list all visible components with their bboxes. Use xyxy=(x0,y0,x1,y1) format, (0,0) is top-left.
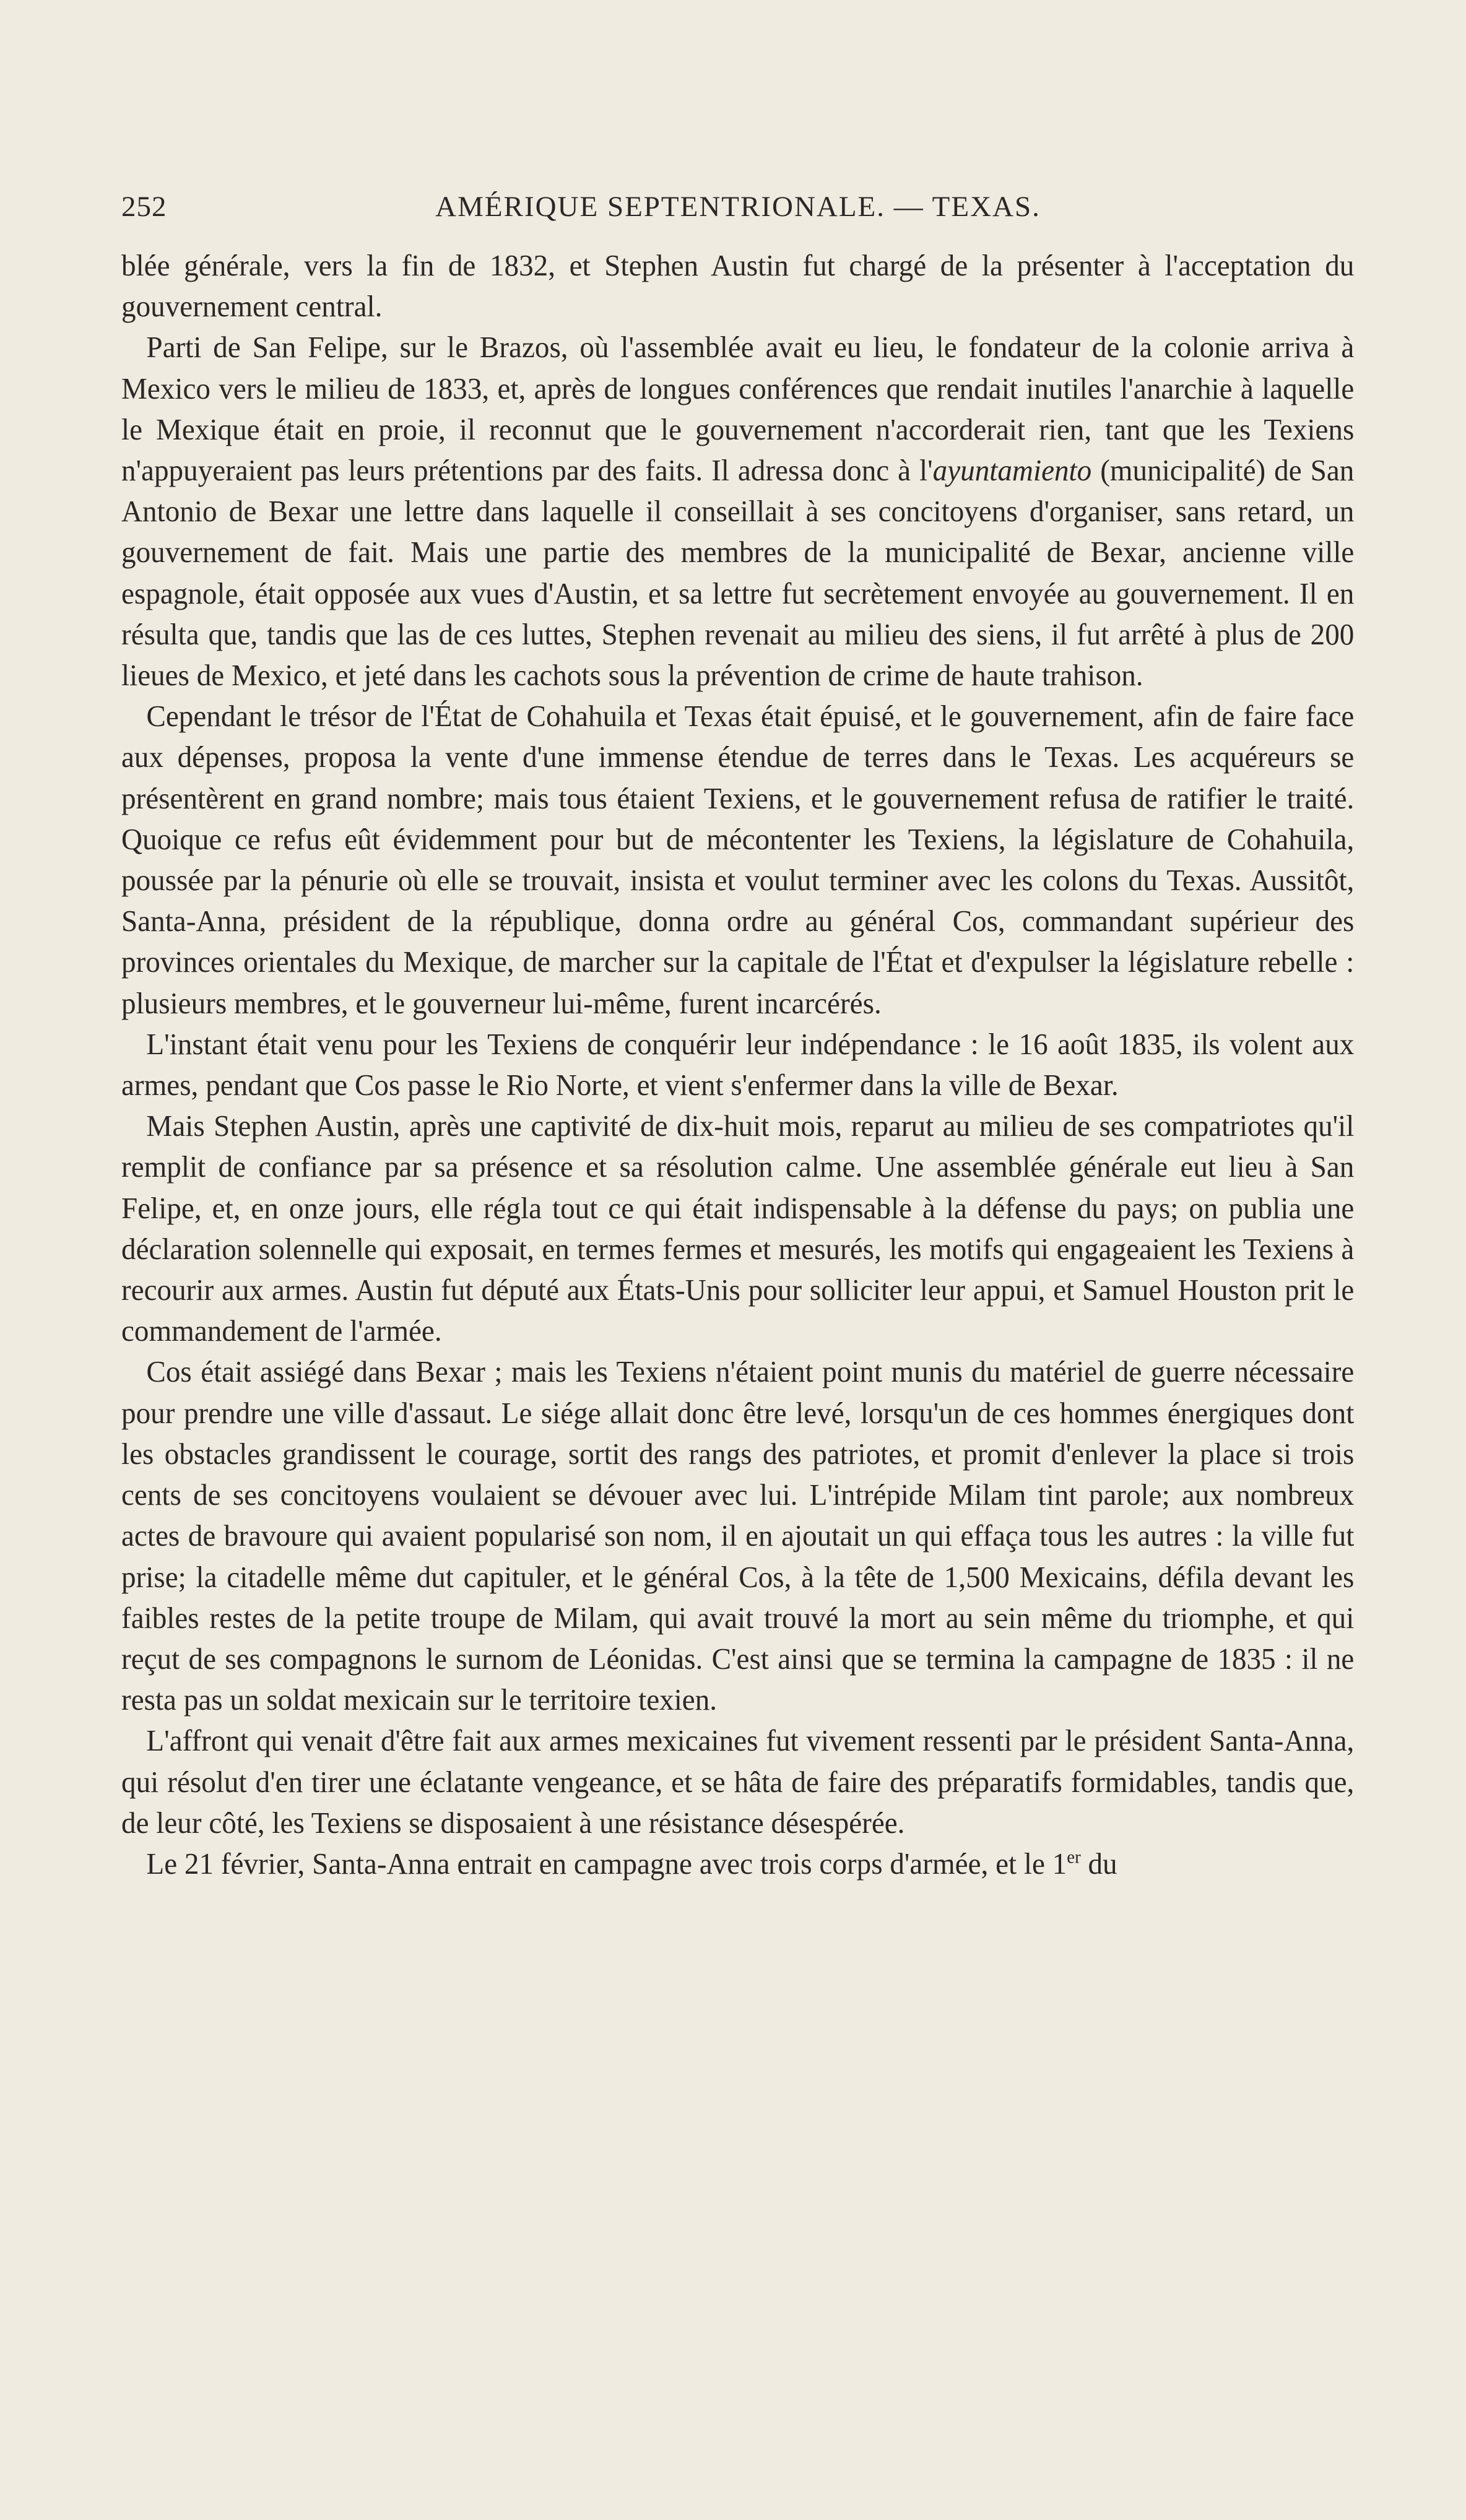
paragraph-continuation xyxy=(121,245,1354,327)
italic-term-ayuntamiento: ayuntamiento xyxy=(932,453,1092,488)
paragraph-austin-return xyxy=(121,1106,1354,1351)
paragraph-campaign-start xyxy=(121,1843,1354,1884)
paragraph-siege-bexar xyxy=(121,1351,1354,1720)
paragraph-text: (municipalité) de San Antonio de Bexar une lettre dans laquelle il conseillait à ses concitoyens d'organiser, sans retard, un gouvernement de fait. Mais une partie des membres de la municipalité de Bexar, ancienne ville espagnole, était opposée aux vues d'Austin, et sa lettre fut secrètement envoyée au gouvernement. Il en résulta que, tandis que las de ces luttes, Stephen revenait au milieu des siens, il fut arrêté à plus de 200 lieues de Mexico, et jeté dans les cachots sous la prévention de crime de haute trahison. xyxy=(121,453,1355,693)
paragraph-text: Parti de San Felipe, sur le Brazos, où l'assemblée avait eu lieu, le fondateur de la colonie arriva à Mexico vers le milieu de 1833, et, après de longues conférences que rendait inutiles l'anarchie à laquelle le Mexique était en proie, il reconnut que le gouvernement n'accorderait rien, tant que les Texiens n'appuyeraient pas leurs prétentions par des faits. Il adressa donc à l' xyxy=(121,330,1355,488)
paragraph-text: du xyxy=(1080,1846,1117,1881)
paragraph-text: Mais Stephen Austin, après une captivité de dix-huit mois, reparut au milieu de ses compatriotes qu'il remplit de confiance par sa présence et sa résolution calme. Une assemblée générale eut lieu à San Felipe, et, en onze jours, elle régla tout ce qui était indispensable à la défense du pays; on publia une déclaration solennelle qui exposait, en termes fermes et mesurés, les motifs qui engageaient les Texiens à recourir aux armes. Austin fut député aux États-Unis pour solliciter leur appui, et Samuel Houston prit le commandement de l'armée. xyxy=(121,1109,1355,1348)
paragraph-mexico-visit xyxy=(121,327,1354,696)
running-head xyxy=(121,184,1355,229)
paragraph-text: Cependant le trésor de l'État de Cohahuila et Texas était épuisé, et le gouvernement, afin de faire face aux dépenses, proposa la vente d'une immense étendue de terres dans le Texas. Les acquéreurs se présentèrent en grand nombre; mais tous étaient Texiens, et le gouvernement refusa de ratifier le traité. Quoique ce refus eût évidemment pour but de mécontenter les Texiens, la législature de Cohahuila, poussée par la pénurie où elle se trouvait, insista et voulut terminer avec les colons du Texas. Aussitôt, Santa-Anna, président de la république, donna ordre au général Cos, commandant supérieur des provinces orientales du Mexique, de marcher sur la capitale de l'État et d'expulser la législature rebelle : plusieurs membres, et le gouverneur lui-même, furent incarcérés. xyxy=(121,699,1355,1020)
paragraph-santa-anna-revenge xyxy=(121,1720,1354,1843)
paragraph-treasury xyxy=(121,696,1354,1024)
paragraph-text: L'affront qui venait d'être fait aux armes mexicaines fut vivement ressenti par le président Santa-Anna, qui résolut d'en tirer une éclatante vengeance, et se hâta de faire des préparatifs formidables, tandis que, de leur côté, les Texiens se disposaient à une résistance désespérée. xyxy=(121,1723,1355,1840)
paragraph-text: Le 21 février, Santa-Anna entrait en campagne avec trois corps d'armée, et le 1 xyxy=(146,1846,1067,1881)
paragraph-text: L'instant était venu pour les Texiens de conquérir leur indépendance : le 16 août 1835, ils volent aux armes, pendant que Cos passe le Rio Norte, et vient s'enfermer dans la ville de Bexar. xyxy=(121,1026,1355,1102)
paragraph-independence xyxy=(121,1024,1354,1106)
superscript-er: er xyxy=(1067,1847,1081,1868)
page-number: 252 xyxy=(121,191,167,223)
running-title: AMÉRIQUE SEPTENTRIONALE. — TEXAS. xyxy=(435,191,1041,223)
paragraph-text: Cos était assiégé dans Bexar ; mais les Texiens n'étaient point munis du matériel de guerre nécessaire pour prendre une ville d'assaut. Le siége allait donc être levé, lorsqu'un de ces hommes énergiques dont les obstacles grandissent le courage, sortit des rangs des patriotes, et promit d'enlever la place si trois cents de ses concitoyens voulaient se dévouer avec lui. L'intrépide Milam tint parole; aux nombreux actes de bravoure qui avaient popularisé son nom, il en ajoutait un qui effaça tous les autres : la ville fut prise; la citadelle même dut capituler, et le général Cos, à la tête de 1,500 Mexicains, défila devant les faibles restes de la petite troupe de Milam, qui avait trouvé la mort au sein même du triomphe, et qui reçut de ses compagnons le surnom de Léonidas. C'est ainsi que se termina la campagne de 1835 : il ne resta pas un soldat mexicain sur le territoire texien. xyxy=(121,1354,1355,1717)
body-text xyxy=(121,245,1354,1884)
paragraph-text: blée générale, vers la fin de 1832, et Stephen Austin fut chargé de la présenter à l'acceptation du gouvernement central. xyxy=(121,248,1355,324)
